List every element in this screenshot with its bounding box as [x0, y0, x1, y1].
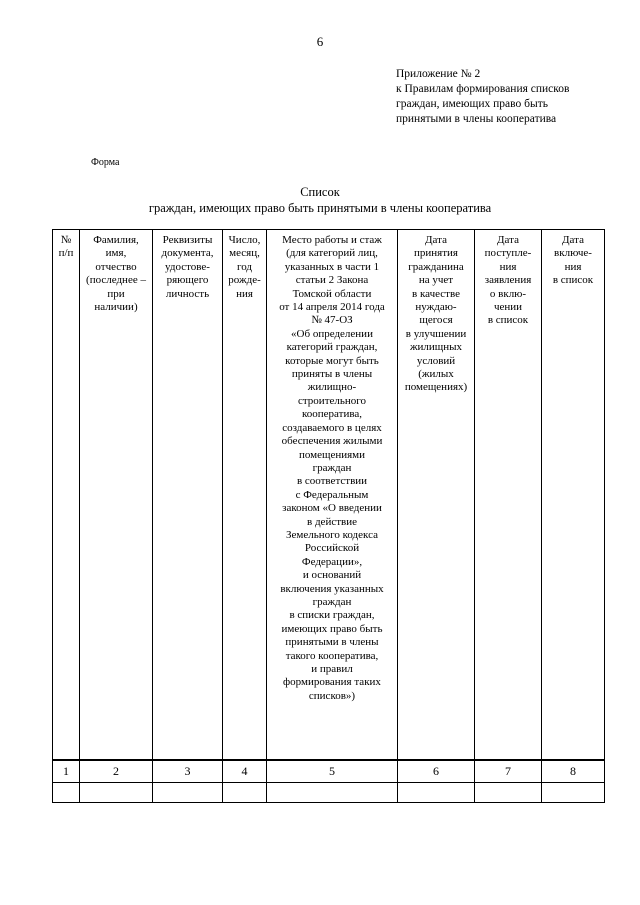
header-line: личность	[165, 287, 210, 300]
header-line: месяц,	[229, 247, 260, 260]
header-line: обеспечения жилыми	[281, 435, 383, 448]
header-line: ния	[236, 287, 253, 300]
empty-cell[interactable]	[398, 783, 475, 803]
header-line: п/п	[58, 247, 74, 260]
header-line: чении	[493, 301, 523, 314]
header-line: граждан	[312, 461, 352, 474]
header-line: категорий граждан,	[286, 341, 378, 354]
document-title	[0, 184, 640, 216]
header-line: документа,	[161, 247, 214, 260]
header-line: Дата	[497, 234, 519, 246]
column-number: 3	[153, 760, 223, 783]
header-line: (жилых	[418, 368, 454, 381]
empty-cell[interactable]	[223, 783, 267, 803]
column-number: 6	[398, 760, 475, 783]
column-number: 2	[80, 760, 153, 783]
header-line: которые могут быть	[285, 354, 379, 367]
empty-cell[interactable]	[153, 783, 223, 803]
header-line: в соответствии	[296, 475, 368, 488]
header-line: строительного	[297, 394, 367, 407]
header-line: приняты в члены	[291, 368, 373, 381]
column-number: 5	[267, 760, 398, 783]
header-line: №	[60, 234, 72, 246]
header-line: кооператива,	[301, 408, 363, 421]
header-line: Томской области	[292, 287, 372, 300]
header-line: жилищно-	[307, 381, 357, 394]
header-line: в список	[552, 274, 594, 287]
header-line: заявления	[484, 274, 532, 287]
header-line: Место работы и стаж	[282, 234, 382, 246]
header-line: условий	[416, 354, 456, 367]
header-cell	[153, 230, 223, 761]
citizens-list-table	[52, 229, 605, 803]
table-header-row	[53, 230, 605, 761]
header-line: на учет	[418, 274, 454, 287]
header-line: удостове-	[165, 260, 210, 273]
empty-cell[interactable]	[53, 783, 80, 803]
table-row-empty	[53, 783, 605, 803]
header-cell	[475, 230, 542, 761]
header-line: включения указанных	[280, 582, 384, 595]
header-line: помещениях)	[404, 381, 468, 394]
empty-cell[interactable]	[542, 783, 605, 803]
header-line: принятия	[414, 247, 458, 260]
header-line: и правил	[311, 663, 353, 675]
page-number: 6	[316, 34, 324, 49]
column-number: 7	[475, 760, 542, 783]
header-line: нуждаю-	[415, 301, 457, 314]
header-line: Федерации»,	[301, 555, 363, 568]
header-line: списков»)	[308, 689, 356, 702]
header-cell	[542, 230, 605, 761]
header-line: имеющих право быть	[281, 622, 383, 635]
header-line: имя,	[105, 247, 127, 260]
appendix-line: к Правилам формирования списков	[396, 83, 570, 95]
header-line: поступле-	[484, 247, 532, 260]
appendix-line: Приложение № 2	[396, 68, 481, 80]
header-line: помещениями	[298, 448, 366, 461]
header-line: статьи 2 Закона	[295, 274, 369, 287]
header-line: указанных в части 1	[284, 260, 380, 273]
header-line: Фамилия,	[93, 234, 139, 246]
empty-cell[interactable]	[80, 783, 153, 803]
header-line: при	[107, 287, 125, 300]
header-line: (последнее –	[86, 274, 146, 287]
header-line: Дата	[425, 234, 447, 246]
header-line: граждан	[312, 595, 352, 608]
header-line: формирования таких	[283, 676, 381, 689]
header-line: принятыми в члены	[285, 636, 379, 649]
column-number: 1	[53, 760, 80, 783]
empty-cell[interactable]	[475, 783, 542, 803]
header-line: в качестве	[412, 287, 460, 300]
header-cell	[53, 230, 80, 761]
header-line: ряющего	[166, 274, 209, 287]
header-line: рожде-	[228, 274, 261, 287]
header-line: гражданина	[408, 260, 464, 273]
header-line: и оснований	[302, 569, 362, 582]
header-line: в список	[487, 314, 529, 327]
header-cell	[223, 230, 267, 761]
header-line: законом «О введении	[282, 502, 382, 515]
column-number-row	[53, 760, 605, 783]
header-line: «Об определении	[291, 327, 373, 340]
column-number: 4	[223, 760, 267, 783]
empty-cell[interactable]	[267, 783, 398, 803]
header-line: Число,	[228, 234, 261, 246]
title-line-1: Список	[300, 185, 340, 199]
appendix-note	[396, 67, 626, 127]
header-line: Российской	[304, 542, 360, 555]
header-line: Земельного кодекса	[285, 528, 379, 541]
form-label: Форма	[91, 157, 120, 168]
header-line: жилищных	[409, 341, 463, 354]
column-number: 8	[542, 760, 605, 783]
header-line: ния	[499, 260, 517, 273]
header-line: щегося	[419, 314, 453, 327]
header-line: в списки граждан,	[289, 609, 375, 622]
header-line: отчество	[95, 260, 137, 273]
header-line: наличии)	[94, 301, 138, 314]
header-line: Дата	[562, 234, 584, 246]
header-line: с Федеральным	[295, 488, 369, 501]
header-line: № 47-ОЗ	[311, 314, 353, 327]
header-line: (для категорий лиц,	[286, 247, 378, 260]
header-line: в улучшении	[405, 327, 467, 340]
header-cell	[267, 230, 398, 761]
header-cell	[398, 230, 475, 761]
appendix-line: принятыми в члены кооператива	[396, 113, 557, 125]
header-line: в действие	[307, 515, 357, 528]
header-line: создаваемого в целях	[282, 421, 382, 434]
header-line: год	[236, 260, 253, 273]
header-line: от 14 апреля 2014 года	[279, 301, 385, 314]
appendix-line: граждан, имеющих право быть	[396, 98, 548, 110]
header-cell	[80, 230, 153, 761]
header-line: о вклю-	[489, 287, 527, 300]
title-line-2: граждан, имеющих право быть принятыми в члены кооператива	[148, 201, 492, 215]
header-line: ния	[564, 260, 582, 273]
header-line: включе-	[554, 247, 592, 260]
header-line: Реквизиты	[162, 234, 213, 246]
header-line: такого кооператива,	[285, 649, 379, 662]
